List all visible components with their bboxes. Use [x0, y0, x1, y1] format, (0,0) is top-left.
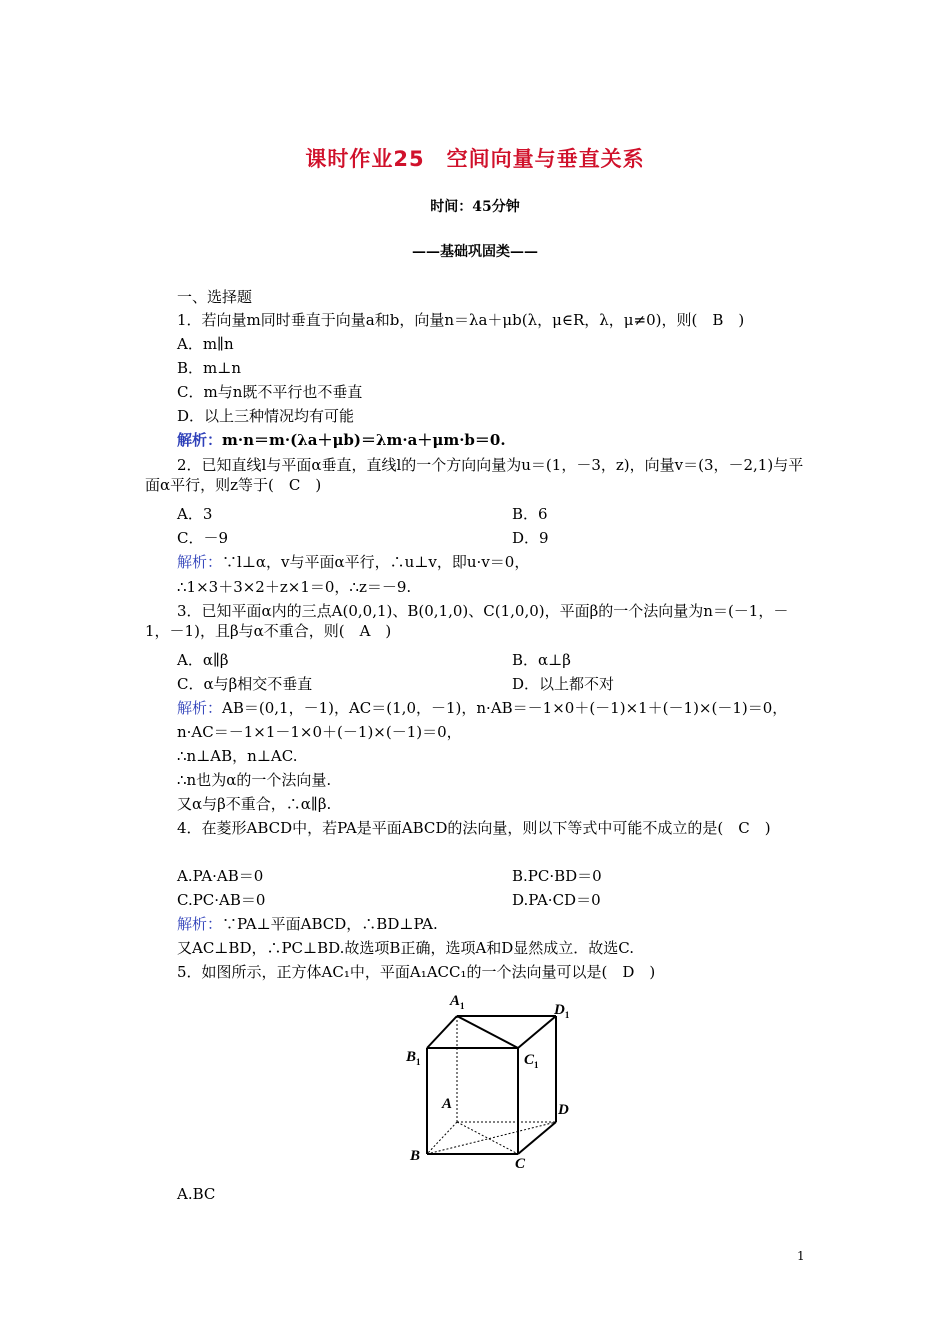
time-limit: 时间：45分钟 [430, 199, 520, 215]
q1-option-d: D．以上三种情况均有可能 [177, 407, 355, 425]
q4-option-c: C.PC·AB＝0 [177, 891, 266, 909]
q3-solution-line-3: ∴n⊥AB，n⊥AC. [177, 747, 298, 765]
question-2-stem: 2．已知直线l与平面α垂直，直线l的一个方向向量为u＝(1，－3，z)，向量v＝(3，－2,1)与平面α平行，则z等于( C ) [145, 456, 804, 494]
q1-option-c: C．m与n既不平行也不垂直 [177, 383, 363, 401]
q3-solution-line-4: ∴n也为α的一个法向量. [177, 771, 332, 789]
q4-option-b: B.PC·BD＝0 [512, 867, 602, 885]
q2-solution: 解析：∵l⊥α，v与平面α平行，∴u⊥v，即u·v＝0， [177, 553, 530, 571]
label-a1: $A_1$ [450, 993, 465, 1011]
q2-option-c: C．－9 [177, 529, 229, 547]
q3-solution-line-5: 又α与β不重合，∴α∥β. [177, 795, 332, 813]
question-4-stem: 4．在菱形ABCD中，若PA是平面ABCD的法向量，则以下等式中可能不成立的是( C ) [177, 819, 771, 837]
question-type-heading: 一、选择题 [177, 288, 253, 306]
question-3-stem: 3．已知平面α内的三点A(0,0,1)、B(0,1,0)、C(1,0,0)，平面β的一个法向量为n＝(－1，－1，－1)，且β与α不重合，则( A ) [145, 602, 789, 640]
q3-option-a: A．α∥β [177, 651, 229, 669]
q5-option-a: A.BC [177, 1185, 216, 1203]
solution-label: 解析： [177, 699, 223, 717]
q2-option-b: B．6 [512, 505, 548, 523]
solution-label: 解析： [177, 553, 223, 571]
q4-option-d: D.PA·CD＝0 [512, 891, 601, 909]
q4-solution-line-2: 又AC⊥BD，∴PC⊥BD.故选项B正确，选项A和D显然成立．故选C. [177, 939, 635, 957]
q4-option-a: A.PA·AB＝0 [177, 867, 264, 885]
label-b1: $B_1$ [406, 1049, 421, 1067]
label-c1: $C_1$ [524, 1052, 539, 1070]
q1-option-b: B．m⊥n [177, 359, 242, 377]
q4-solution: 解析：∵PA⊥平面ABCD，∴BD⊥PA. [177, 915, 438, 933]
solution-label: 解析： [177, 431, 223, 449]
label-d: D [558, 1102, 569, 1118]
question-5-stem: 5．如图所示，正方体AC₁中，平面A₁ACC₁的一个法向量可以是( D ) [177, 963, 656, 981]
q2-option-a: A．3 [177, 505, 213, 523]
label-d1: $D_1$ [554, 1002, 570, 1020]
page-number: 1 [797, 1249, 805, 1263]
question-1-stem: 1．若向量m同时垂直于向量a和b，向量n＝λa＋μb(λ，μ∈R，λ，μ≠0)，则( B ) [177, 311, 745, 329]
cube-figure [398, 986, 588, 1172]
label-c: C [515, 1156, 526, 1172]
q2-solution-line-2: ∴1×3＋3×2＋z×1＝0，∴z＝－9. [177, 578, 412, 596]
page-title: 课时作业25 空间向量与垂直关系 [305, 147, 645, 171]
q3-solution-line-2: n·AC＝－1×1－1×0＋(－1)×(－1)＝0， [177, 723, 462, 741]
q3-option-b: B．α⊥β [512, 651, 571, 669]
q3-option-d: D．以上都不对 [512, 675, 615, 693]
q1-option-a: A．m∥n [177, 335, 234, 353]
solution-label: 解析： [177, 915, 223, 933]
q1-solution: 解析：m·n＝m·(λa＋μb)＝λm·a＋μm·b＝0. [177, 431, 506, 449]
q2-option-d: D．9 [512, 529, 549, 547]
section-heading: ——基础巩固类—— [412, 244, 538, 260]
label-a: A [442, 1096, 453, 1112]
q3-option-c: C．α与β相交不垂直 [177, 675, 313, 693]
q3-solution: 解析：AB＝(0,1，－1)，AC＝(1,0，－1)，n·AB＝－1×0＋(－1)×1＋(－1)×(－1)＝0， [177, 699, 788, 717]
label-b: B [410, 1148, 421, 1164]
